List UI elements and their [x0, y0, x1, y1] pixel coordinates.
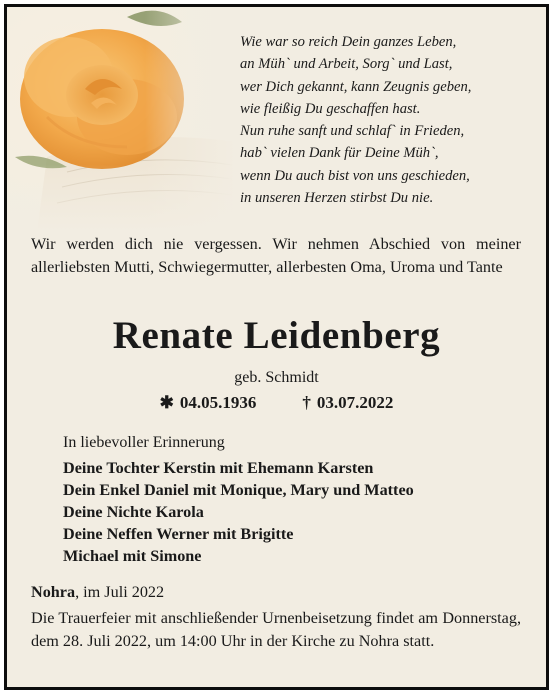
deceased-name: Renate Leidenberg — [112, 314, 441, 357]
mourner-line: Deine Nichte Karola — [63, 503, 204, 521]
poem-line: in unseren Herzen stirbst Du nie. — [240, 190, 434, 207]
birth-star-icon: ✱ — [159, 393, 174, 412]
poem-line: wer Dich gekannt, kann Zeugnis geben, — [240, 78, 472, 95]
death-date — [302, 393, 393, 413]
birth-date-value: 04.05.1936 — [179, 393, 257, 412]
death-date-value: 03.07.2022 — [316, 393, 394, 412]
poem-line: Nun ruhe sanft und schlaf` in Frieden, — [240, 123, 465, 140]
obituary-frame — [4, 4, 549, 690]
mourner-line: Deine Neffen Werner mit Brigitte — [63, 525, 294, 543]
place-town: Nohra — [31, 583, 76, 601]
maiden-name: geb. Schmidt — [234, 369, 319, 386]
place-date-text: , im Juli 2022 — [75, 583, 165, 601]
poem-line: wenn Du auch bist von uns geschieden, — [240, 167, 470, 184]
mourners-list — [63, 457, 414, 567]
poem-line: Wie war so reich Dein ganzes Leben, — [240, 34, 457, 50]
poem-line: hab` vielen Dank für Deine Müh`, — [240, 145, 439, 162]
poem — [240, 31, 540, 209]
funeral-notice: Die Trauerfeier mit anschließender Urnenbeisetzung findet am Donnerstag, dem 28. Juli 2022, um 14:00 Uhr in der Kirche zu Nohra statt. — [31, 609, 521, 650]
life-dates — [7, 393, 546, 413]
rose-photo-icon — [7, 7, 237, 232]
mourner-line: Dein Enkel Daniel mit Monique, Mary und Matteo — [63, 481, 414, 499]
intro-text: Wir werden dich nie vergessen. Wir nehmen Abschied von meiner allerliebsten Mutti, Schwiegermutter, allerbesten Oma, Uroma und Tante — [31, 235, 521, 276]
poem-line: wie fleißig Du geschaffen hast. — [240, 100, 421, 117]
place-date — [31, 583, 164, 602]
death-cross-icon: † — [302, 393, 311, 412]
mourner-line: Deine Tochter Kerstin mit Ehemann Karsten — [63, 459, 374, 477]
poem-line: an Müh` und Arbeit, Sorg` und Last, — [240, 56, 453, 73]
birth-date — [160, 393, 257, 413]
mourner-line: Michael mit Simone — [63, 547, 202, 565]
memory-line: In liebevoller Erinnerung — [63, 434, 225, 451]
